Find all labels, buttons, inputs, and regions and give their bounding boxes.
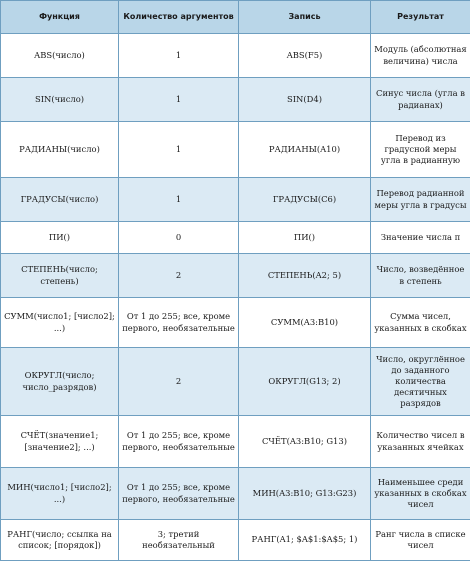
cell-notation: ПИ()	[239, 222, 371, 254]
cell-result: Количество чисел в указанных ячейках	[371, 416, 470, 468]
cell-arg-count: 1	[119, 122, 239, 178]
cell-result: Число, округлённое до заданного количества десятичных разрядов	[371, 348, 470, 416]
cell-function: СТЕПЕНЬ(число; степень)	[1, 254, 119, 298]
cell-arg-count: От 1 до 255; все, кроме первого, необязательные	[119, 416, 239, 468]
table-row	[1, 122, 470, 178]
header-result: Результат	[371, 1, 470, 34]
cell-result: Сумма чисел, указанных в скобках	[371, 298, 470, 348]
cell-result: Перевод радианной меры угла в градусы	[371, 178, 470, 222]
table-row	[1, 468, 470, 520]
table-row	[1, 298, 470, 348]
cell-function: ABS(число)	[1, 34, 119, 78]
cell-arg-count: 2	[119, 348, 239, 416]
table-row	[1, 178, 470, 222]
cell-result: Перевод из градусной меры угла в радианную	[371, 122, 470, 178]
cell-arg-count: 1	[119, 178, 239, 222]
cell-notation: РАДИАНЫ(A10)	[239, 122, 371, 178]
cell-result: Ранг числа в списке чисел	[371, 520, 470, 561]
cell-notation: РАНГ(A1; $A$1:$A$5; 1)	[239, 520, 371, 561]
table-row	[1, 254, 470, 298]
table-row	[1, 34, 470, 78]
header-arg-count: Количество аргументов	[119, 1, 239, 34]
cell-notation: ОКРУГЛ(G13; 2)	[239, 348, 371, 416]
cell-function: РАДИАНЫ(число)	[1, 122, 119, 178]
cell-function: ПИ()	[1, 222, 119, 254]
cell-notation: SIN(D4)	[239, 78, 371, 122]
cell-arg-count: От 1 до 255; все, кроме первого, необязательные	[119, 468, 239, 520]
cell-arg-count: От 1 до 255; все, кроме первого, необязательные	[119, 298, 239, 348]
header-notation: Запись	[239, 1, 371, 34]
cell-function: СЧЁТ(значение1; [значение2]; ...)	[1, 416, 119, 468]
table-row	[1, 416, 470, 468]
cell-function: СУММ(число1; [число2]; ...)	[1, 298, 119, 348]
cell-arg-count: 1	[119, 34, 239, 78]
cell-notation: СТЕПЕНЬ(A2; 5)	[239, 254, 371, 298]
cell-function: МИН(число1; [число2]; ...)	[1, 468, 119, 520]
table-row	[1, 348, 470, 416]
header-row	[1, 1, 470, 34]
cell-function: ОКРУГЛ(число; число_разрядов)	[1, 348, 119, 416]
cell-function: ГРАДУСЫ(число)	[1, 178, 119, 222]
cell-notation: МИН(A3:B10; G13:G23)	[239, 468, 371, 520]
cell-arg-count: 2	[119, 254, 239, 298]
cell-result: Число, возведённое в степень	[371, 254, 470, 298]
cell-function: SIN(число)	[1, 78, 119, 122]
table-row	[1, 222, 470, 254]
header-function: Функция	[1, 1, 119, 34]
cell-function: РАНГ(число; ссылка на список; [порядок])	[1, 520, 119, 561]
cell-notation: СЧЁТ(A3:B10; G13)	[239, 416, 371, 468]
cell-notation: СУММ(A3:B10)	[239, 298, 371, 348]
cell-arg-count: 1	[119, 78, 239, 122]
table-row	[1, 520, 470, 561]
cell-notation: ABS(F5)	[239, 34, 371, 78]
cell-arg-count: 3; третий необязательный	[119, 520, 239, 561]
table-row	[1, 78, 470, 122]
cell-result: Наименьшее среди указанных в скобках чисел	[371, 468, 470, 520]
cell-arg-count: 0	[119, 222, 239, 254]
cell-notation: ГРАДУСЫ(C6)	[239, 178, 371, 222]
cell-result: Модуль (абсолютная величина) числа	[371, 34, 470, 78]
cell-result: Синус числа (угла в радианах)	[371, 78, 470, 122]
cell-result: Значение числа π	[371, 222, 470, 254]
